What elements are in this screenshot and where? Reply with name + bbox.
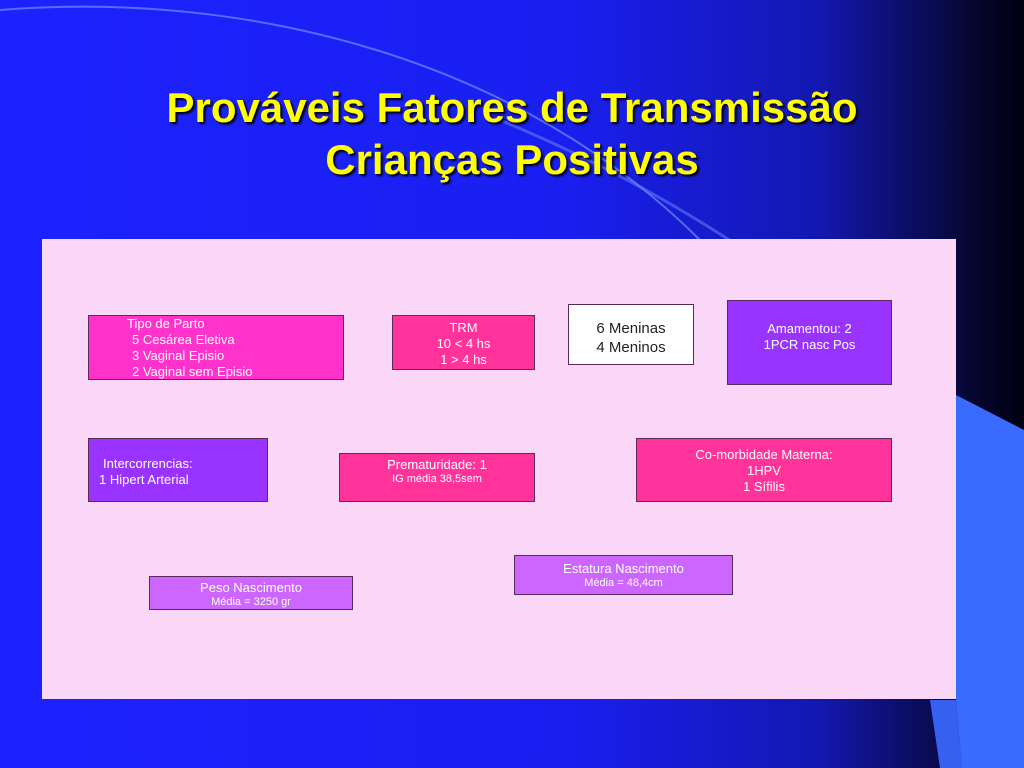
amamentou-line: 1PCR nasc Pos: [763, 337, 856, 352]
box-peso-nascimento: [149, 576, 353, 610]
peso-line: Média = 3250 gr: [211, 596, 291, 608]
box-comorbidade-materna: [636, 438, 892, 502]
box-amamentou: [727, 300, 892, 385]
meninos-count: 4 Meninos: [596, 339, 666, 356]
content-panel: [42, 239, 956, 699]
tipo-parto-heading: Tipo de Parto: [127, 316, 205, 331]
prematuridade-heading: Prematuridade: 1: [387, 457, 487, 472]
trm-line: 1 > 4 hs: [440, 352, 487, 367]
title-line-1: Prováveis Fatores de Transmissão: [166, 84, 858, 131]
estatura-line: Média = 48,4cm: [584, 577, 663, 589]
estatura-heading: Estatura Nascimento: [563, 561, 684, 576]
box-intercorrencias: [88, 438, 268, 502]
trm-line: 10 < 4 hs: [436, 336, 491, 351]
comorbidade-line: 1HPV: [747, 463, 781, 478]
tipo-parto-line: 5 Cesárea Eletiva: [132, 332, 235, 347]
box-sexo: [568, 304, 694, 365]
box-trm: [392, 315, 535, 370]
comorbidade-heading: Co-morbidade Materna:: [695, 447, 833, 462]
title-line-2: Crianças Positivas: [325, 136, 699, 183]
tipo-parto-line: 3 Vaginal Episio: [132, 348, 225, 363]
box-tipo-de-parto: [88, 315, 344, 380]
intercorrencias-line: 1 Hipert Arterial: [99, 472, 189, 487]
page-title: [0, 82, 1024, 186]
peso-heading: Peso Nascimento: [200, 580, 302, 595]
box-prematuridade: [339, 453, 535, 502]
box-estatura-nascimento: [514, 555, 733, 595]
trm-heading: TRM: [449, 320, 478, 335]
meninas-count: 6 Meninas: [596, 320, 666, 337]
prematuridade-line: IG média 38,5sem: [392, 473, 482, 485]
comorbidade-line: 1 Sífilis: [743, 479, 785, 494]
tipo-parto-line: 2 Vaginal sem Episio: [132, 364, 253, 379]
amamentou-heading: Amamentou: 2: [767, 321, 852, 336]
intercorrencias-heading: Intercorrencias:: [103, 456, 193, 471]
